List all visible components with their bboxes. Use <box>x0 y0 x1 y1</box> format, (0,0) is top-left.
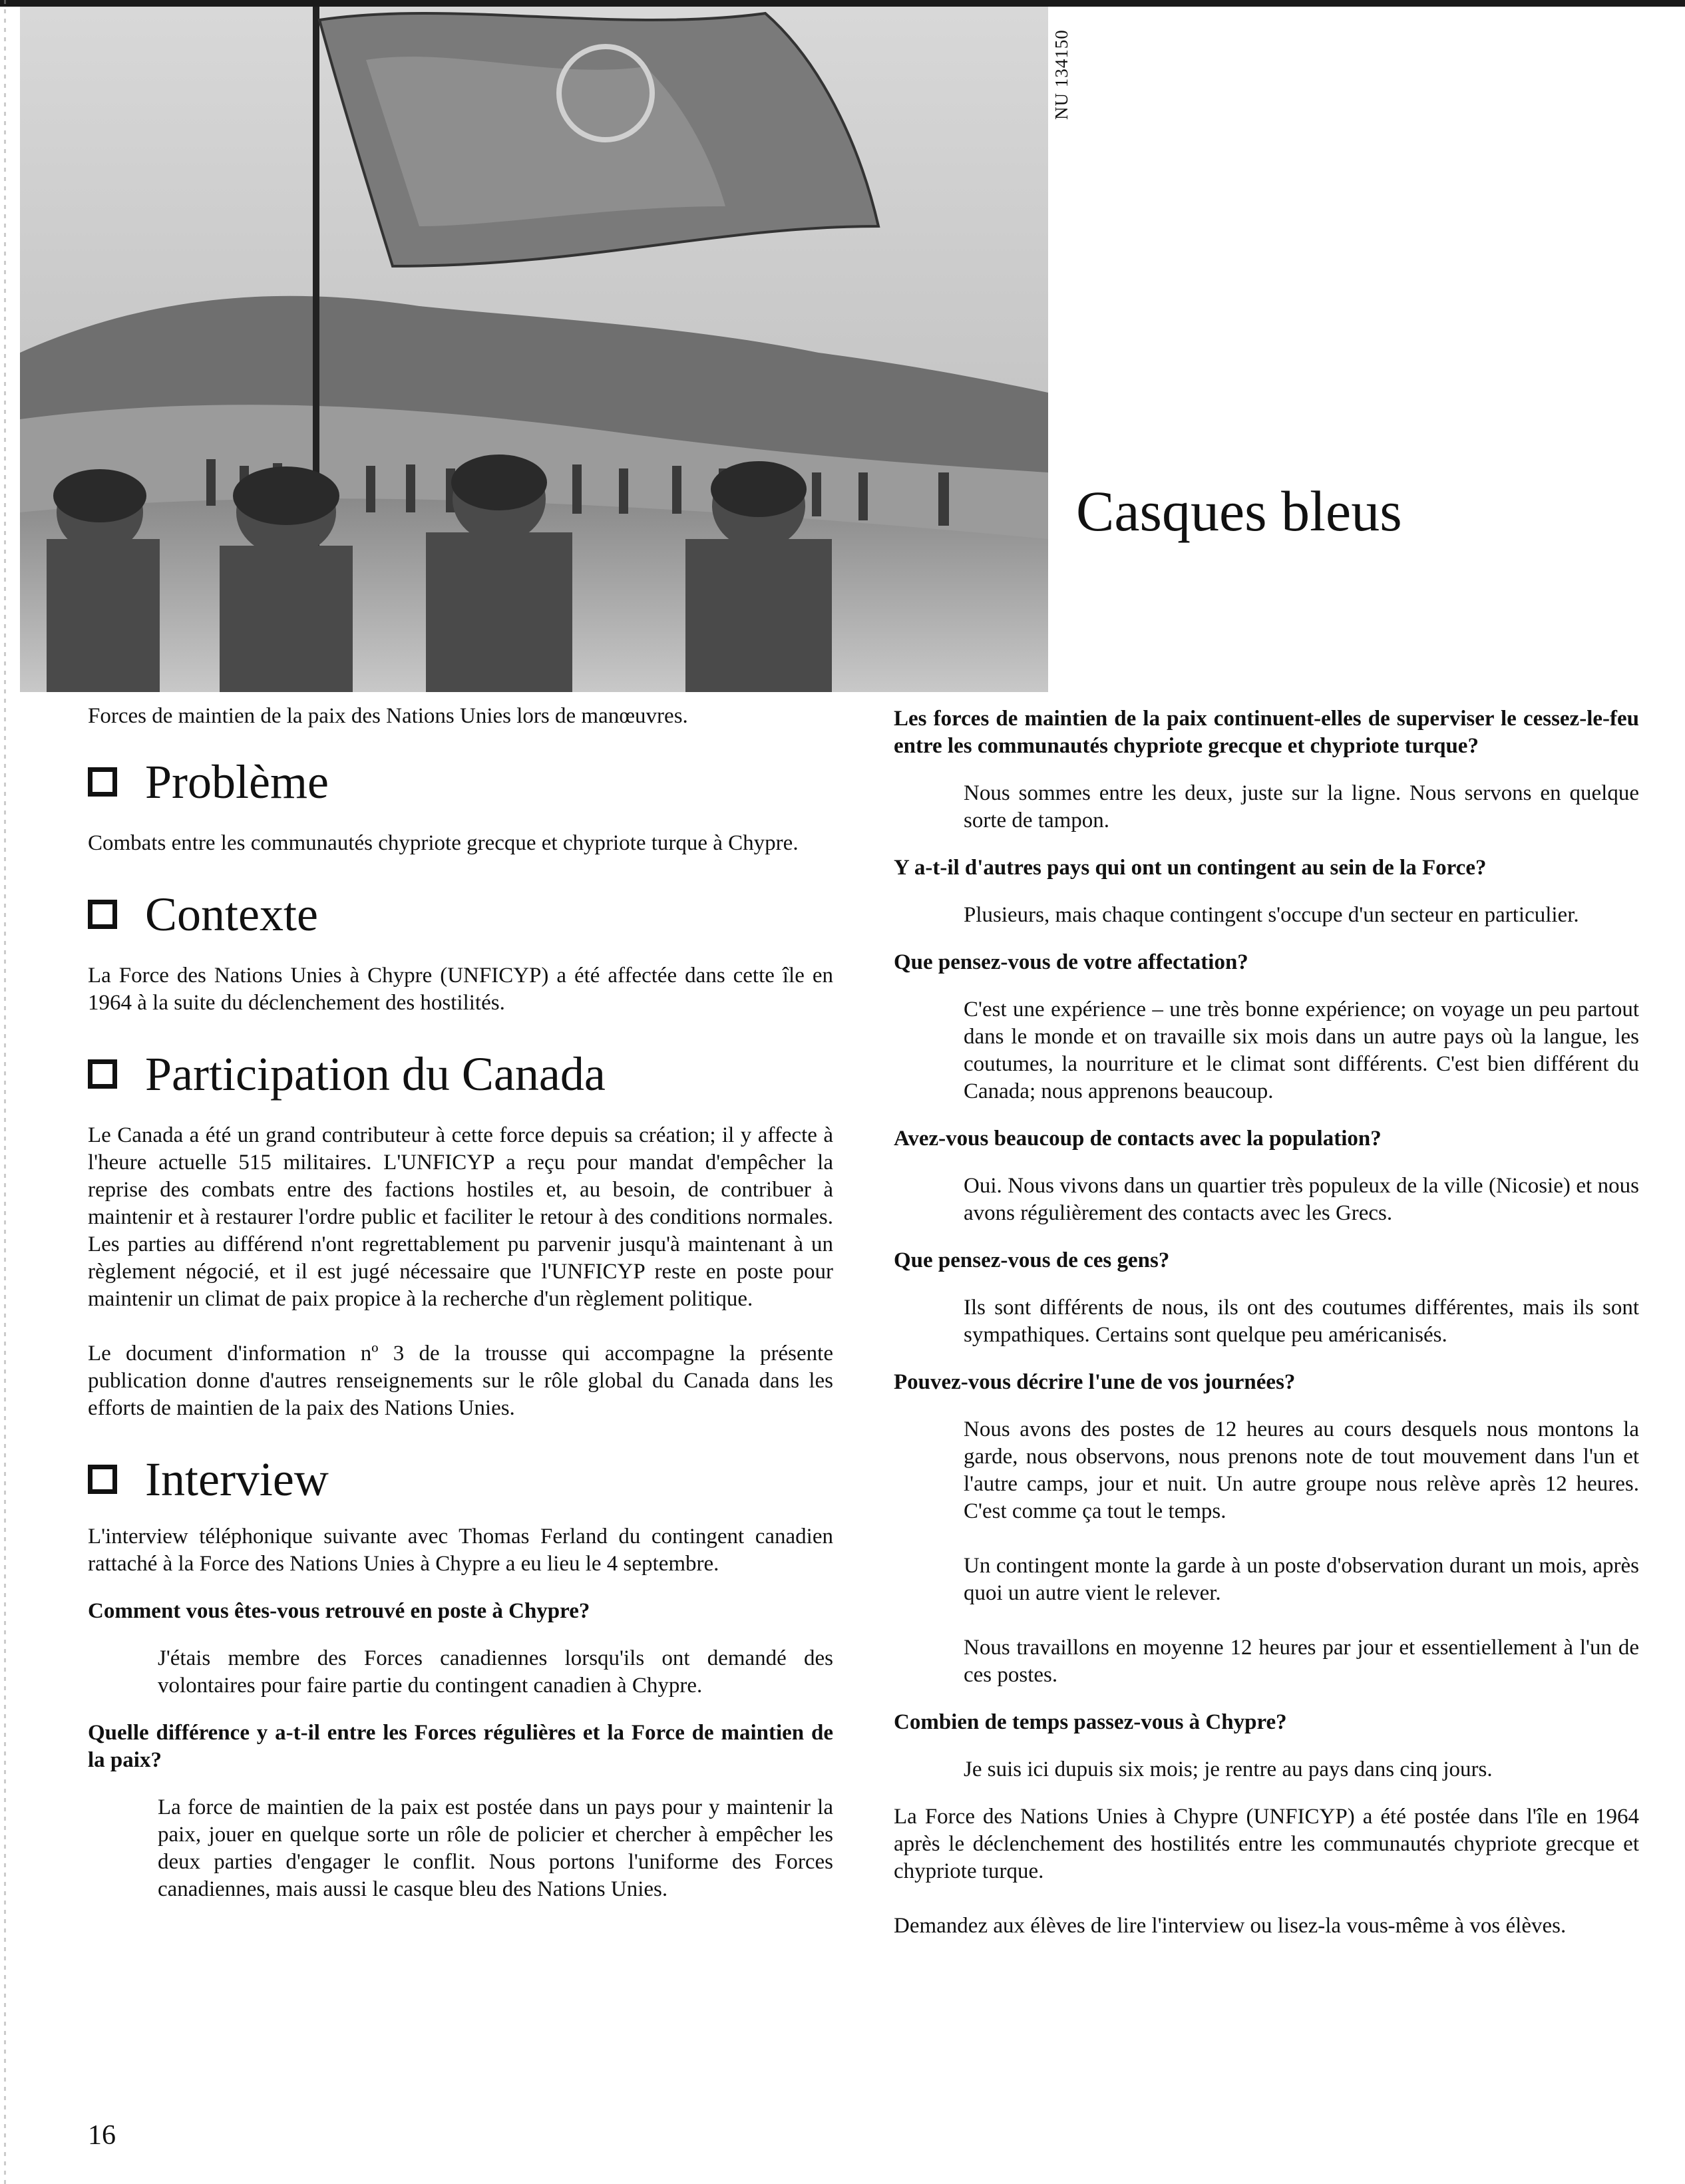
question-1: Comment vous êtes-vous retrouvé en poste à Chypre? <box>88 1599 590 1623</box>
checkbox-square-icon <box>88 1465 117 1494</box>
right-column <box>894 705 1639 1940</box>
question-7: Que pensez-vous de ces gens? <box>894 1248 1170 1272</box>
answer-8-paragraph-1: Nous avons des postes de 12 heures au cours desquels nous montons la garde, nous observons, nous prenons note de tout mouvement dans l'un et l'autre camps, jour et nuit. Un autre groupe nous relève après 12 heures. C'est comme ça tout le temps. <box>964 1417 1639 1523</box>
closing-paragraph-1: La Force des Nations Unies à Chypre (UNFICYP) a été postée dans l'île en 1964 après le déclenchement des hostilités entre les communautés chypriote grecque et chypriote turque. <box>894 1805 1639 1883</box>
answer-4: Plusieurs, mais chaque contingent s'occupe d'un secteur en particulier. <box>964 903 1579 927</box>
section-heading-contexte <box>88 874 833 954</box>
question-9: Combien de temps passez-vous à Chypre? <box>894 1710 1287 1734</box>
scan-edge <box>4 0 6 2184</box>
photo-credit <box>1051 20 1078 120</box>
question-3: Les forces de maintien de la paix continuent-elles de superviser le cessez-le-feu entre les communautés chypriote grecque et chypriote turque? <box>894 707 1639 758</box>
top-rule <box>0 0 1685 7</box>
contexte-text: La Force des Nations Unies à Chypre (UNFICYP) a été affectée dans cette île en 1964 à la suite du déclenchement des hostilités. <box>88 964 833 1015</box>
question-6: Avez-vous beaucoup de contacts avec la population? <box>894 1127 1382 1151</box>
checkbox-square-icon <box>88 1059 117 1089</box>
section-heading-participation <box>88 1034 833 1114</box>
page-title: Casques bleus <box>1076 479 1402 543</box>
section-heading-probleme <box>88 742 833 822</box>
answer-9: Je suis ici dupuis six mois; je rentre au pays dans cinq jours. <box>964 1757 1493 1781</box>
probleme-text: Combats entre les communautés chypriote grecque et chypriote turque à Chypre. <box>88 831 799 855</box>
page-number: 16 <box>88 2120 116 2151</box>
interview-intro: L'interview téléphonique suivante avec Thomas Ferland du contingent canadien rattaché à la Force des Nations Unies à Chypre a eu lieu le 4 septembre. <box>88 1525 833 1576</box>
photo-credit-text: NU 134150 <box>1051 29 1071 120</box>
answer-7: Ils sont différents de nous, ils ont des coutumes différentes, mais ils sont sympathiques. Certains sont quelque peu américanisés. <box>964 1296 1639 1347</box>
question-2: Quelle différence y a-t-il entre les Forces régulières et la Force de maintien de la paix? <box>88 1721 833 1772</box>
heading-text: Participation du Canada <box>145 1047 606 1101</box>
section-heading-interview <box>88 1439 833 1519</box>
answer-5: C'est une expérience – une très bonne expérience; on voyage un peu partout dans le monde et on travaille six mois dans un autre pays où la langue, les coutumes, la nourriture et le climat sont différents. C'est bien différent du Canada; nous apprenons beaucoup. <box>964 998 1639 1103</box>
answer-8-paragraph-3: Nous travaillons en moyenne 12 heures par jour et essentiellement à l'un de ces postes. <box>964 1636 1639 1687</box>
participation-paragraph-2: Le document d'information nº 3 de la trousse qui accompagne la présente publication donne d'autres renseignements sur le rôle global du Canada dans les efforts de maintien de la paix des Nations Unies. <box>88 1342 833 1420</box>
checkbox-square-icon <box>88 767 117 797</box>
closing-paragraph-2: Demandez aux élèves de lire l'interview ou lisez-la vous-même à vos élèves. <box>894 1914 1567 1938</box>
left-column <box>88 742 833 1903</box>
heading-text: Problème <box>145 755 329 809</box>
answer-2: La force de maintien de la paix est postée dans un pays pour y maintenir la paix, jouer en quelque sorte un rôle de policier et chercher à empêcher les deux parties d'engager le conflit. Nous portons l'uniforme des Forces canadiennes, mais aussi le casque bleu des Nations Unies. <box>158 1795 833 1901</box>
heading-text: Interview <box>145 1453 329 1506</box>
checkbox-square-icon <box>88 900 117 929</box>
participation-paragraph-1: Le Canada a été un grand contributeur à cette force depuis sa création; il y affecte à l'heure actuelle 515 militaires. L'UNFICYP a reçu pour mandat d'empêcher la reprise des combats entre des factions hostiles et, au besoin, de contribuer à maintenir et à restaurer l'ordre public et faciliter le retour à des conditions normales. Les parties au différend n'ont regrettablement pu parvenir jusqu'à maintenant à un règlement négocié, et il est jugé nécessaire que l'UNFICYP reste en poste pour maintenir un climat de paix propice à la recherche d'un règlement politique. <box>88 1123 833 1311</box>
answer-1: J'étais membre des Forces canadiennes lorsqu'ils ont demandé des volontaires pour faire partie du contingent canadien à Chypre. <box>158 1646 833 1698</box>
heading-text: Contexte <box>145 888 318 941</box>
answer-8-paragraph-2: Un contingent monte la garde à un poste d'observation durant un mois, après quoi un autre vient le relever. <box>964 1554 1639 1605</box>
answer-6: Oui. Nous vivons dans un quartier très populeux de la ville (Nicosie) et nous avons régulièrement des contacts avec les Grecs. <box>964 1174 1639 1225</box>
photo-caption: Forces de maintien de la paix des Nations Unies lors de manœuvres. <box>88 704 688 728</box>
question-8: Pouvez-vous décrire l'une de vos journées? <box>894 1370 1296 1394</box>
answer-3: Nous sommes entre les deux, juste sur la ligne. Nous servons en quelque sorte de tampon. <box>964 781 1639 832</box>
question-5: Que pensez-vous de votre affectation? <box>894 950 1248 974</box>
peacekeepers-photo <box>20 7 1048 692</box>
question-4: Y a-t-il d'autres pays qui ont un contingent au sein de la Force? <box>894 856 1487 880</box>
